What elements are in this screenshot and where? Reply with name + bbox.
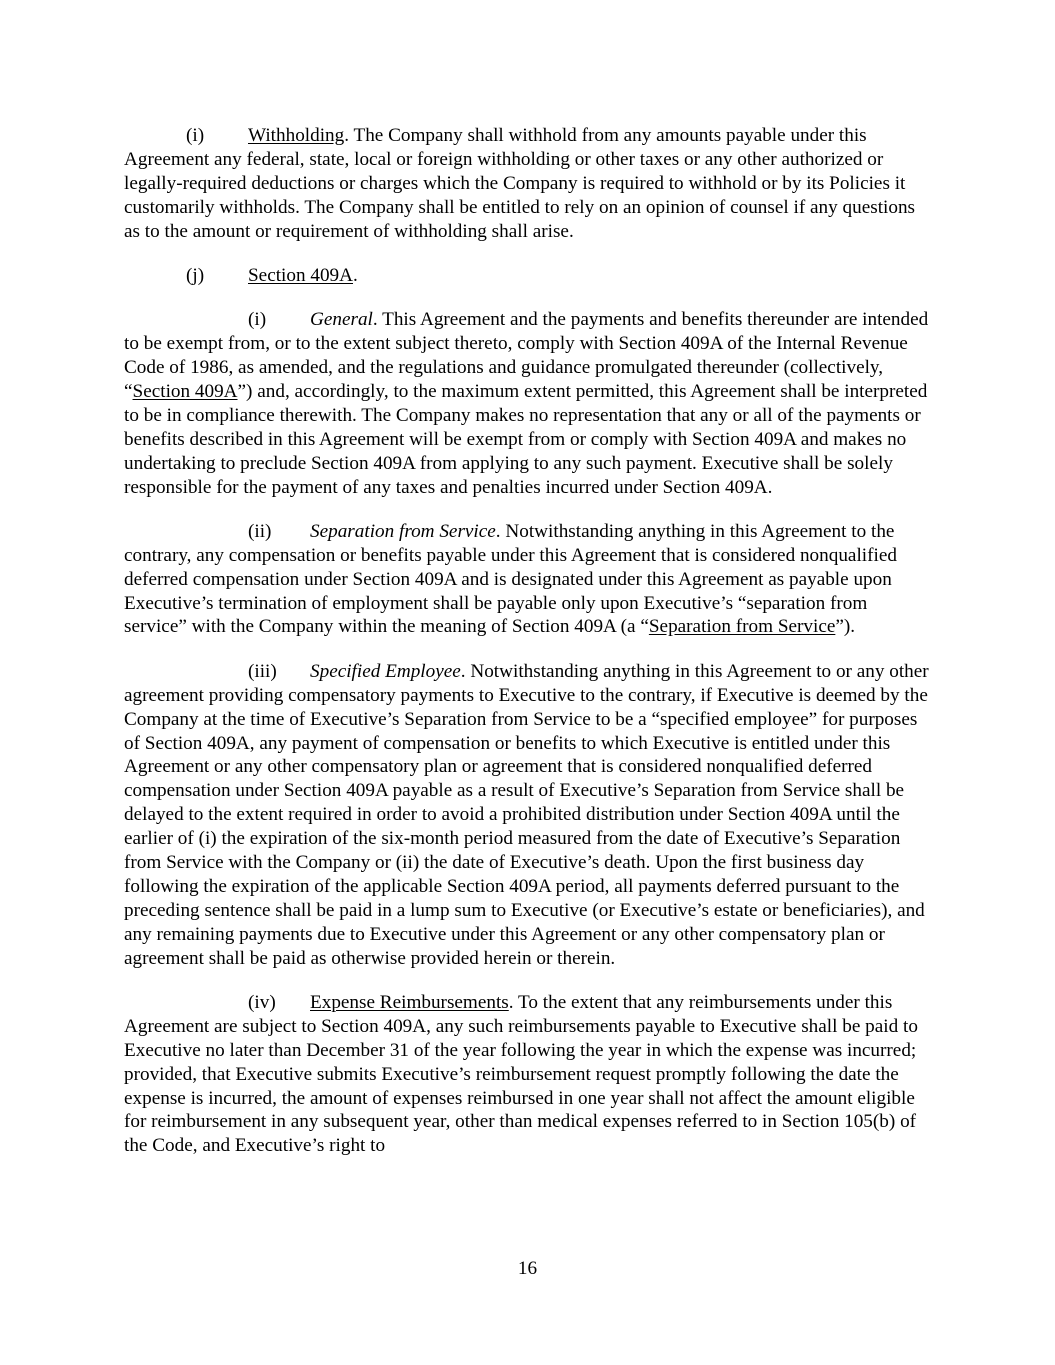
subsection-text-cont: ”). bbox=[835, 616, 856, 638]
section-title: Withholding bbox=[248, 125, 345, 146]
document-body bbox=[124, 124, 932, 1179]
section-text: . The Company shall withhold from any amounts payable under this Agreement any federal, state, local or foreign withholding or other taxes or any other authorized or legally-required deductions or charges which the Company is required to withhold or by its Policies it customarily withholds. The Company shall be entitled to rely on an opinion of counsel if any questions as to the amount or requirement of withholding shall arise. bbox=[124, 125, 916, 242]
subsection-text-cont: ”) and, accordingly, to the maximum extent permitted, this Agreement shall be interpreted to be in compliance therewith. The Company makes no representation that any or all of the payments or benefits described in this Agreement will be exempt from or comply with Section 409A and makes no undertaking to preclude Section 409A from applying to any such payment. Executive shall be solely responsible for the payment of any taxes and penalties incurred under Section 409A. bbox=[124, 380, 928, 498]
subsection-label: (ii) bbox=[248, 520, 272, 542]
subsection-general bbox=[124, 308, 932, 499]
subsection-title: General bbox=[310, 309, 373, 331]
section-label: (j) bbox=[186, 264, 205, 286]
subsection-text: . This Agreement and the payments and benefits thereunder are intended to be exempt from, or to the extent subject thereto, comply with Section 409A of the Internal Revenue Code of 1986, as amended, and the regulations and guidance promulgated thereunder (collectively, “ bbox=[124, 309, 929, 402]
subsection-label: (i) bbox=[248, 309, 267, 331]
subsection-title: Expense Reimbursements bbox=[310, 991, 509, 1013]
subsection-text: . Notwithstanding anything in this Agreement to the contrary, any compensation or benefits payable under this Agreement that is considered nonqualified deferred compensation under Section 409A and is designated under this Agreement as payable upon Executive’s termination of employment shall be payable only upon Executive’s “separation from service” with the Company within the meaning of Section 409A (a “ bbox=[124, 520, 897, 638]
subsection-expense-reimbursements bbox=[124, 991, 932, 1158]
page-number: 16 bbox=[517, 1258, 538, 1279]
subsection-label: (iv) bbox=[248, 991, 276, 1013]
subsection-label: (iii) bbox=[248, 660, 277, 682]
subsection-text: . To the extent that any reimbursements under this Agreement are subject to Section 409A, any such reimbursements payable to Executive shall be paid to Executive no later than December 31 of the year following the year in which the expense was incurred; provided, that Executive submits Executive’s reimbursement request promptly following the date the expense is incurred, the amount of expenses reimbursed in one year shall not affect the amount eligible for reimbursement in any subsequent year, other than medical expenses referred to in Section 105(b) of the Code, and Executive’s right to bbox=[124, 991, 918, 1157]
defined-term: Section 409A bbox=[132, 380, 238, 402]
subsection-title: Separation from Service bbox=[310, 520, 496, 542]
section-text: . bbox=[353, 264, 358, 286]
subsection-specified-employee bbox=[124, 660, 932, 971]
section-i-withholding bbox=[124, 124, 932, 244]
defined-term: Separation from Service bbox=[648, 616, 836, 638]
subsection-text: . Notwithstanding anything in this Agreement to or any other agreement providing compensatory payments to Executive to the contrary, if Executive is deemed by the Company at the time of Executive’s Separation from Service to be a “specified employee” for purposes of Section 409A, any payment of compensation or benefits to which Executive is entitled under this Agreement or any other compensatory plan or agreement that is considered nonqualified deferred compensation under Section 409A payable as a result of Executive’s Separation from Service shall be delayed to the extent required in order to avoid a prohibited distribution under Section 409A until the earlier of (i) the expiration of the six-month period measured from the date of Executive’s Separation from Service with the Company or (ii) the date of Executive’s death. Upon the first business day following the expiration of the applicable Section 409A period, all payments deferred pursuant to the preceding sentence shall be paid in a lump sum to Executive (or Executive’s estate or beneficiaries), and any remaining payments due to Executive under this Agreement or any other compensatory plan or agreement shall be paid as otherwise provided herein or therein. bbox=[124, 660, 929, 969]
section-label: (i) bbox=[186, 125, 205, 146]
section-j-409a bbox=[124, 264, 932, 288]
subsection-title: Specified Employee bbox=[310, 660, 461, 682]
subsection-separation-from-service bbox=[124, 520, 932, 640]
section-title: Section 409A bbox=[248, 264, 353, 286]
